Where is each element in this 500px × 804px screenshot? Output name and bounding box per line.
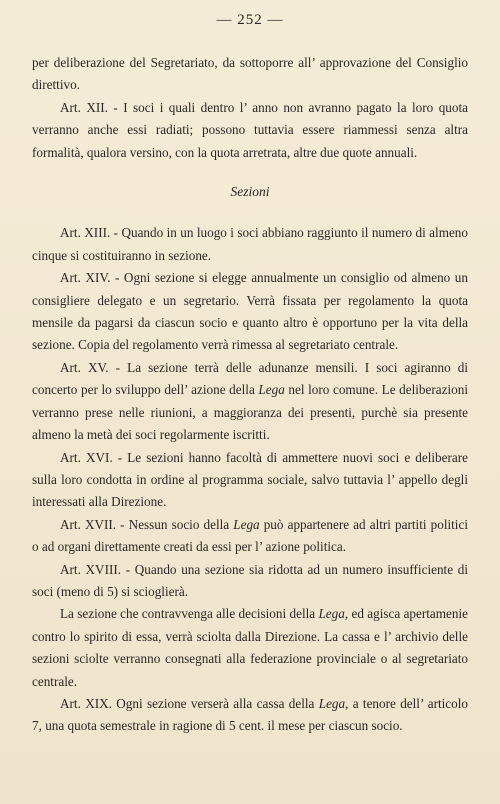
text-run: Art. XIII. - Quando in un luogo i soci abbiano raggiunto il numero di almeno cinque si costituiranno in sezione.: [32, 225, 468, 263]
text-run: può appartenere ad altri partiti politici o ad organi direttamente creati da essi per l’ azione politica.: [32, 516, 468, 555]
paragraph: [32, 447, 468, 514]
text-run: Art. XVII. - Nessun socio della: [60, 516, 234, 532]
italic-text: Lega: [233, 516, 260, 532]
page-number: — 252 —: [216, 12, 284, 28]
paragraph: [32, 357, 468, 447]
text-run: , ed agisca apertamenie contro lo spirito di essa, verrà sciolta dalla Direzione. La cassa e l’ archivio delle sezioni sciolte verranno consegnati alla federazione provinciale o al segretariato centrale.: [32, 606, 468, 689]
italic-text: Lega: [318, 695, 346, 711]
article-paragraphs: [32, 222, 468, 737]
text-run: Art. XII. - I soci i quali dentro l’ anno non avranno pagato la loro quota verranno anche essi radiati; possono tuttavia essere riammessi senza altra formalità, qualora versino, con la quota arretrata, altre due quote annuali.: [32, 99, 468, 160]
italic-text: Lega: [318, 606, 345, 622]
text-run: nel loro comune. Le deliberazioni verranno prese nelle riunioni, a maggioranza dei presenti, purchè sia presente almeno la metà dei soci regolarmente iscritti.: [32, 382, 468, 443]
text-run: Art. XIX. Ogni sezione verserà alla cassa della: [60, 695, 319, 711]
paragraph: [32, 559, 468, 604]
text-run: Art. XVI. - Le sezioni hanno facoltà di ammettere nuovi soci e deliberare sulla loro condotta in ordine al programma sociale, salvo tuttavia l’ appello degli interessati alla Direzione.: [32, 449, 468, 510]
section-title: Sezioni: [230, 184, 270, 200]
paragraph: [32, 52, 468, 97]
text-run: Art. XV. - La sezione terrà delle adunanze mensili. I soci agiranno di concerto per lo sviluppo dell’ azione della: [32, 359, 468, 398]
paragraph: [32, 693, 468, 738]
top-paragraphs: [32, 52, 468, 164]
paragraph: [32, 97, 468, 164]
paragraph: [32, 267, 468, 357]
text-run: , a tenore dell’ articolo 7, una quota semestrale in ragione di 5 cent. il mese per ciascun socio.: [32, 695, 468, 734]
text-run: per deliberazione del Segretariato, da sottoporre all’ approvazione del Consiglio direttivo.: [32, 55, 468, 93]
text-run: Art. XIV. - Ogni sezione si elegge annualmente un consiglio od almeno un consigliere delegato e un segretario. Verrà fissata per regolamento la quota mensile da pagarsi da ciascun socio e quanto altro è opportuno per la vita della sezione. Copia del regolamento verrà rimessa al segretariato centrale.: [32, 270, 468, 353]
paragraph: [32, 603, 468, 693]
paragraph: [32, 222, 468, 267]
text-run: La sezione che contravvenga alle decisioni della: [60, 606, 319, 622]
text-run: Art. XVIII. - Quando una sezione sia ridotta ad un numero insufficiente di soci (meno di 5) si scioglierà.: [32, 561, 468, 599]
paragraph: [32, 514, 468, 559]
italic-text: Lega: [258, 382, 285, 398]
page-body: [32, 52, 468, 738]
